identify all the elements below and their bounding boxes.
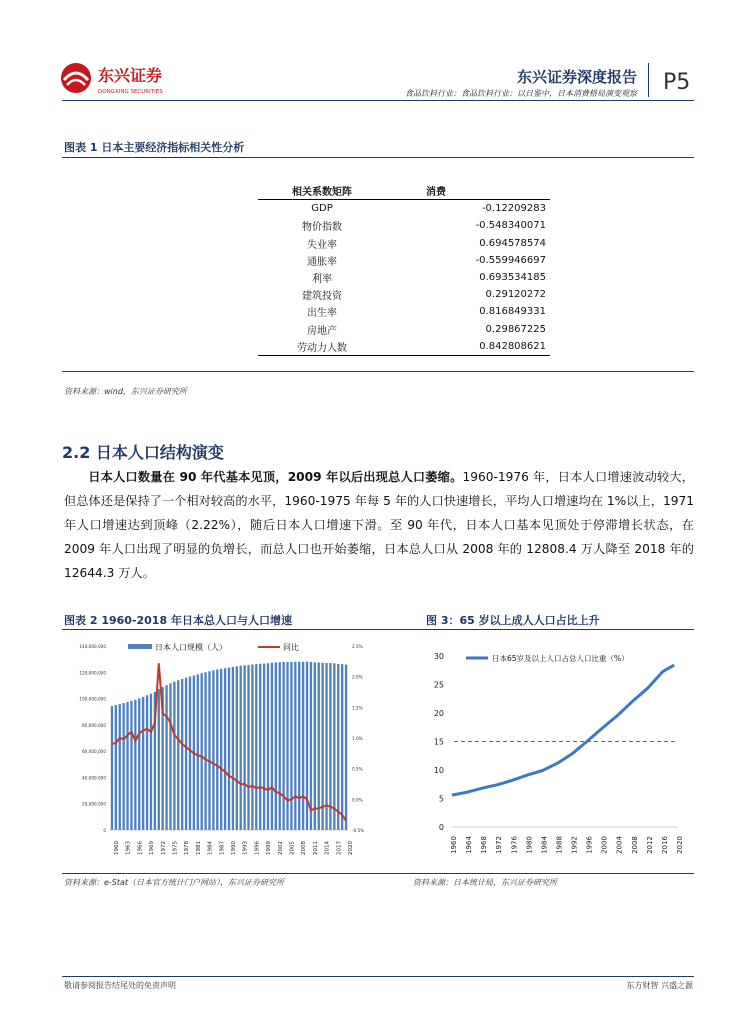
figure2-source: 资料来源：e-Stat（日本官方统计门户网站），东兴证券研究所 (64, 878, 285, 887)
population-bar (181, 679, 183, 830)
population-bar (255, 664, 257, 830)
row-label: 建筑投资 (302, 291, 342, 303)
elderly-share-line (452, 665, 674, 795)
population-bar (333, 663, 335, 830)
population-bar (204, 672, 206, 830)
x-tick-label: 1964 (465, 836, 474, 854)
population-bar (290, 662, 292, 830)
population-bar (240, 666, 242, 830)
row-value: 0.694578574 (479, 237, 546, 249)
population-bar (122, 703, 124, 830)
y-left-tick: 0 (103, 828, 106, 833)
paragraph-body: 1960-1976 年，日本人口增速波动较大，但总体还是保持了一个相对较高的水平，1960-1975 年每 5 年的人口快速增长，平均人口增速均在 1%以上，1971 年人口增速达到顶峰（2.22%），随后日本人口增速下滑。至 90 年代，日本人口基本见顶处于停滞增长状态，在 2009 年人口出现了明显的负增长，而总人口也开始萎缩，日本总人口从 2008 年的 12808.4 万人降至 2018 年的 12644.3 万人。 (64, 470, 694, 580)
population-bar (306, 662, 308, 830)
footer-disclaimer: 敬请参阅报告结尾处的免责声明 (64, 981, 176, 990)
row-label: 利率 (312, 274, 332, 286)
row-value: 0.29867225 (485, 323, 546, 335)
population-bar (177, 680, 179, 830)
report-title: 东兴证券深度报告 (516, 68, 637, 86)
population-bar (321, 663, 323, 830)
x-tick-label: 1993 (242, 841, 249, 855)
y-right-tick: -0.5% (352, 828, 365, 833)
x-tick-label: 2012 (645, 836, 654, 854)
section-heading: 2.2 日本人口结构演变 (62, 443, 224, 462)
population-bar (150, 694, 152, 830)
x-tick-label: 1981 (195, 841, 202, 855)
x-tick-label: 1968 (480, 836, 489, 854)
table-row (258, 235, 550, 252)
population-bar (158, 689, 160, 830)
row-value: 0.29120272 (485, 289, 546, 301)
figure3-title: 图 3：65 岁以上成人人口占比上升 (426, 614, 600, 627)
population-bar (243, 665, 245, 830)
x-tick-label: 2008 (301, 841, 308, 855)
y-right-tick: 2.0% (352, 674, 363, 680)
y-right-tick: 0.0% (352, 797, 363, 803)
population-bar (134, 700, 136, 830)
y-left-tick: 60,000,000 (82, 749, 106, 755)
population-bar (126, 702, 128, 830)
population-bar (263, 663, 265, 830)
x-tick-label: 1980 (525, 836, 534, 854)
population-bar (337, 664, 339, 830)
population-bar (329, 663, 331, 830)
x-tick-label: 1972 (495, 836, 504, 854)
y-left-tick: 80,000,000 (82, 722, 106, 728)
population-bar (314, 662, 316, 830)
population-bar (267, 663, 269, 830)
table-row (258, 303, 550, 320)
x-tick-label: 2002 (277, 841, 284, 855)
x-tick-label: 1969 (149, 841, 156, 855)
x-tick-label: 2017 (336, 841, 343, 855)
row-value: -0.12209283 (481, 203, 546, 215)
y-tick: 20 (433, 709, 444, 718)
population-bar (146, 695, 148, 830)
row-label: 出生率 (307, 308, 337, 320)
population-bar (251, 665, 253, 830)
footer-rule (62, 976, 694, 977)
population-bar (142, 697, 144, 830)
population-bar (165, 685, 167, 830)
x-tick-label: 1978 (184, 841, 191, 855)
x-tick-label: 1963 (125, 841, 132, 855)
population-bar (208, 671, 210, 830)
y-left-tick: 20,000,000 (82, 801, 106, 807)
x-tick-label: 1960 (450, 836, 458, 854)
x-tick-label: 1996 (254, 841, 261, 855)
y-tick: 25 (433, 680, 444, 690)
population-bar (169, 683, 171, 830)
population-bar (138, 698, 140, 830)
x-tick-label: 2016 (660, 836, 669, 854)
population-bar (282, 662, 284, 830)
population-bar (212, 670, 214, 830)
y-tick: 5 (438, 794, 444, 804)
legend-label-growth: 同比 (283, 643, 299, 652)
x-tick-label: 2020 (348, 841, 355, 855)
population-bar (259, 664, 261, 830)
row-label: 劳动力人数 (258, 338, 386, 356)
y-left-tick: 120,000,000 (79, 670, 106, 676)
x-tick-label: 1972 (160, 841, 167, 855)
row-label: 失业率 (307, 239, 337, 251)
population-bar (341, 664, 343, 830)
x-tick-label: 1999 (266, 841, 273, 855)
population-bar (189, 676, 191, 830)
logo-cn: 东兴证券 (98, 66, 163, 85)
elderly-share-chart (410, 640, 694, 872)
x-tick-label: 1984 (540, 836, 549, 854)
x-tick-label: 2005 (289, 841, 296, 855)
x-tick-label: 2004 (615, 836, 624, 854)
x-tick-label: 1990 (231, 841, 237, 855)
figure1-title: 图表 1 日本主要经济指标相关性分析 (64, 141, 245, 154)
section-paragraph (64, 465, 694, 585)
figure1-top-rule (62, 157, 694, 158)
population-bar (294, 662, 296, 830)
legend-label-population: 日本人口规模（人） (155, 643, 227, 652)
population-chart (62, 632, 372, 872)
population-bar (197, 674, 199, 830)
figure3-source: 资料来源：日本统计局，东兴证券研究所 (413, 878, 557, 887)
population-bar (216, 670, 218, 830)
population-bar (275, 662, 277, 830)
correlation-table (258, 182, 550, 356)
x-tick-label: 1992 (570, 836, 579, 854)
y-right-tick: 1.5% (352, 705, 363, 711)
population-bar (279, 662, 281, 830)
population-bar (302, 662, 304, 830)
row-value: 0.693534185 (479, 272, 546, 284)
figure1-source: 资料来源：wind，东兴证券研究所 (64, 387, 187, 396)
table-row (258, 338, 550, 356)
y-left-tick: 100,000,000 (79, 696, 106, 702)
population-bar (310, 662, 312, 830)
population-bar (345, 665, 347, 830)
y-tick: 30 (433, 652, 444, 661)
x-tick-label: 1966 (137, 841, 144, 855)
population-bar (115, 705, 117, 830)
row-value: -0.559946697 (475, 254, 546, 266)
x-tick-label: 1996 (585, 836, 594, 854)
y-right-tick: 1.0% (352, 736, 363, 741)
header-rule (62, 100, 694, 101)
row-label: 物价指数 (302, 222, 342, 234)
population-bar (286, 662, 288, 830)
logo-en: DONGXING SECURITIES (98, 89, 163, 95)
table-row (258, 286, 550, 303)
x-tick-label: 1988 (555, 836, 564, 854)
x-tick-label: 1987 (219, 841, 226, 855)
row-value: 0.816849331 (479, 306, 546, 318)
y-tick: 10 (433, 766, 444, 775)
population-bar (111, 706, 113, 830)
val-header: 消费 (386, 182, 550, 200)
table-row (258, 269, 550, 286)
population-bar (130, 701, 132, 830)
table-header-row (258, 182, 550, 200)
row-label: GDP (311, 203, 333, 215)
x-tick-label: 1960 (113, 841, 120, 855)
x-tick-label: 2014 (324, 841, 331, 855)
y-left-tick: 140,000,000 (79, 644, 106, 649)
row-label: 通胀率 (307, 256, 337, 268)
x-tick-label: 2000 (600, 836, 609, 854)
y-right-tick: 2.5% (352, 644, 363, 649)
row-label: 房地产 (307, 325, 337, 337)
population-bar (224, 668, 226, 830)
x-tick-label: 1984 (207, 841, 214, 855)
legend-swatch-bar (128, 644, 152, 649)
figure2-title: 图表 2 1960-2018 年日本总人口与人口增速 (64, 614, 292, 627)
population-bar (247, 665, 249, 830)
population-bar (271, 663, 273, 830)
paragraph-lead: 日本人口数量在 90 年代基本见顶，2009 年以后出现总人口萎缩。 (88, 470, 463, 484)
table-row (258, 252, 550, 269)
population-bar (201, 673, 203, 830)
footer-slogan: 东方财智 兴盛之源 (626, 981, 693, 990)
row-value: 0.842808621 (386, 338, 550, 356)
y-right-tick: 0.5% (352, 766, 363, 772)
population-bar (173, 682, 175, 830)
population-bar (298, 662, 300, 830)
x-tick-label: 2011 (312, 841, 319, 855)
population-bar (232, 667, 234, 830)
population-bar (236, 666, 238, 830)
report-subtitle: 食品饮料行业：食品饮料行业：以日鉴中，日本消费格局演变观察 (405, 89, 637, 98)
table-row (258, 200, 550, 218)
population-bar (185, 678, 187, 830)
row-value: -0.548340071 (475, 220, 546, 232)
population-bar (119, 704, 121, 830)
y-tick: 0 (438, 823, 444, 832)
y-left-tick: 40,000,000 (82, 775, 106, 781)
header-divider (648, 63, 649, 97)
population-bar (318, 663, 320, 830)
figure1-bottom-rule (62, 371, 694, 372)
legend-label: 日本65岁及以上人口占总人口比重（%） (492, 654, 629, 663)
col-header: 相关系数矩阵 (258, 182, 386, 200)
company-logo (58, 60, 183, 100)
figures-bottom-rule (62, 873, 694, 874)
y-tick: 15 (433, 737, 444, 747)
x-tick-label: 1976 (510, 836, 519, 854)
x-tick-label: 1975 (172, 841, 179, 855)
population-bar (228, 668, 230, 830)
population-bar (220, 669, 222, 830)
table-row (258, 321, 550, 338)
figures-top-rule (62, 629, 694, 630)
page-number: P5 (663, 70, 691, 95)
x-tick-label: 2020 (676, 836, 684, 854)
x-tick-label: 2008 (630, 836, 639, 854)
table-row (258, 217, 550, 234)
